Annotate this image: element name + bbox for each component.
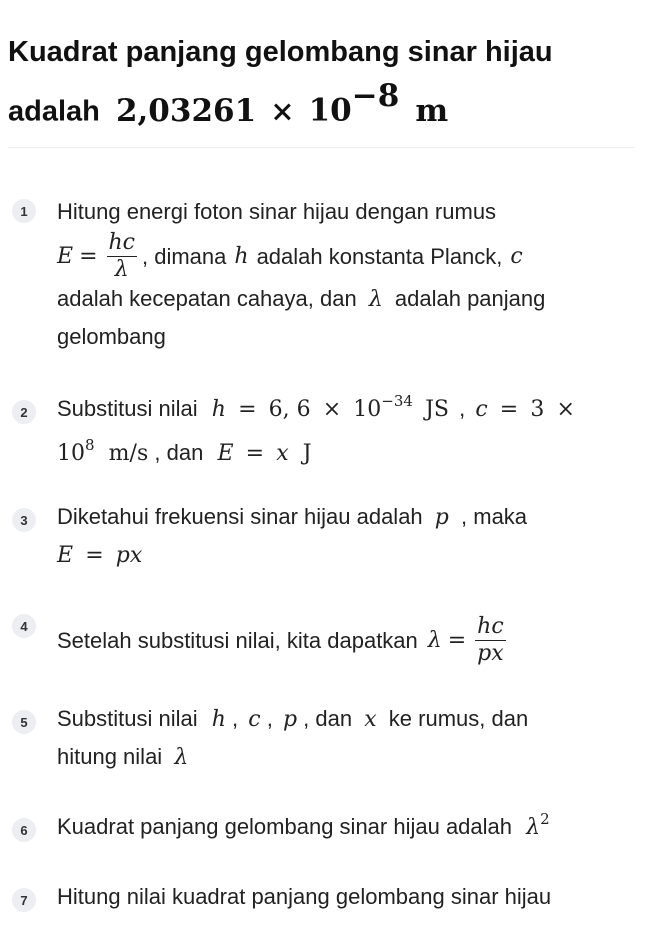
math-c: c: [248, 707, 261, 732]
step-1-line-2: [57, 229, 642, 282]
math-exponent: 8: [85, 436, 95, 454]
step-text: Hitung nilai kuadrat panjang gelombang sinar hijau: [57, 884, 552, 909]
math-eq: =: [85, 543, 104, 568]
step-number-badge: 6: [12, 818, 36, 842]
step-5-line-1: Substitusi nilai h , c , p , dan x ke rumus, dan: [57, 706, 529, 732]
math-c: c: [510, 243, 523, 269]
math-p: p: [434, 505, 449, 530]
math-times: ×: [556, 397, 575, 422]
heading-line-2: [8, 76, 638, 136]
text-dan: , dan: [154, 440, 204, 465]
divider: [8, 147, 634, 148]
step-3-line-2: [57, 536, 642, 574]
text-kuadrat: Kuadrat panjang gelombang sinar hijau adalah: [57, 814, 513, 839]
math-h: h: [211, 397, 226, 422]
fraction-numerator: hc: [477, 613, 504, 639]
text-dimana: , dimana: [142, 243, 227, 269]
step-number-badge: 2: [12, 400, 36, 424]
math-lambda: λ: [174, 745, 189, 770]
fraction-denominator: λ: [114, 256, 129, 282]
text-substitusi: Substitusi nilai: [57, 706, 198, 731]
text-substitusi: Substitusi nilai: [57, 396, 198, 421]
fraction-hc-over-lambda: [107, 229, 138, 282]
text-konstanta: adalah konstanta Planck,: [256, 243, 503, 269]
heading-unit: m: [415, 92, 449, 129]
step-number-badge: 5: [12, 710, 36, 734]
step-text: [57, 612, 642, 668]
text-ke-rumus: ke rumus, dan: [388, 706, 529, 731]
math-times: ×: [322, 397, 342, 422]
step-number-badge: 4: [12, 614, 36, 638]
step-text: [57, 700, 642, 776]
math-eq: =: [447, 627, 467, 653]
step-text: [57, 390, 642, 474]
math-unit-j: J: [302, 441, 312, 466]
heading-line-1: Kuadrat panjang gelombang sinar hijau: [8, 36, 553, 68]
step-text: [57, 498, 642, 574]
text-setelah: Setelah substitusi nilai, kita dapatkan: [57, 627, 418, 653]
step-1-line-1: Hitung energi foton sinar hijau dengan rumus: [57, 199, 497, 224]
math-x: x: [276, 441, 289, 466]
math-eq: =: [499, 397, 519, 422]
math-base: 10: [353, 397, 382, 422]
math-E: E: [57, 543, 74, 568]
text-dan: , dan: [303, 706, 353, 731]
math-h: h: [234, 243, 249, 269]
heading-value: 2,03261: [115, 92, 257, 129]
math-eq: =: [238, 397, 257, 422]
math-p: p: [282, 707, 298, 732]
step-5-line-2: [57, 738, 642, 776]
text-panjang: adalah panjang: [394, 286, 546, 311]
step-text: [57, 193, 642, 355]
step-2-line-1: [57, 390, 642, 430]
step-text: [57, 808, 642, 848]
text-comma: ,: [459, 396, 466, 421]
math-eq: =: [245, 441, 265, 466]
math-exponent: 2: [540, 810, 550, 828]
fraction-numerator: hc: [108, 229, 135, 255]
math-c: c: [475, 397, 488, 422]
math-h: h: [211, 707, 226, 732]
math-unit-js: JS: [425, 397, 449, 422]
heading-prefix: adalah: [8, 95, 100, 128]
step-1-line-4: gelombang: [57, 324, 166, 349]
answer-heading: [8, 28, 638, 136]
math-exponent: −34: [381, 392, 413, 410]
step-number-badge: 3: [12, 508, 36, 532]
math-px: px: [115, 543, 143, 568]
step-1-line-3: [57, 280, 642, 318]
text-hitung: hitung nilai: [57, 744, 163, 769]
math-eq: =: [79, 243, 98, 269]
text-kecepatan: adalah kecepatan cahaya, dan: [57, 286, 357, 311]
math-base: 10: [57, 441, 85, 466]
step-number-badge: 7: [12, 888, 36, 912]
text-diketahui: Diketahui frekuensi sinar hijau adalah: [57, 504, 423, 529]
fraction-denominator: px: [477, 640, 504, 666]
math-c-value: 3: [530, 397, 545, 422]
step-number-badge: 1: [12, 199, 36, 223]
math-lambda: λ: [368, 287, 383, 312]
math-h-value: 6, 6: [268, 397, 311, 422]
heading-base: 10: [308, 92, 352, 129]
text-maka: , maka: [461, 504, 528, 529]
math-lambda: λ: [526, 815, 541, 840]
math-x: x: [364, 707, 377, 732]
heading-times: ×: [270, 93, 295, 128]
step-3-line-1: [57, 498, 642, 536]
math-lambda: λ: [427, 627, 442, 653]
fraction-hc-over-px: [475, 613, 506, 666]
math-unit-ms: m/s: [108, 441, 149, 466]
math-E: E: [57, 243, 74, 269]
heading-exponent: −8: [351, 78, 400, 114]
math-E: E: [217, 441, 234, 466]
step-2-line-2: [57, 434, 642, 474]
